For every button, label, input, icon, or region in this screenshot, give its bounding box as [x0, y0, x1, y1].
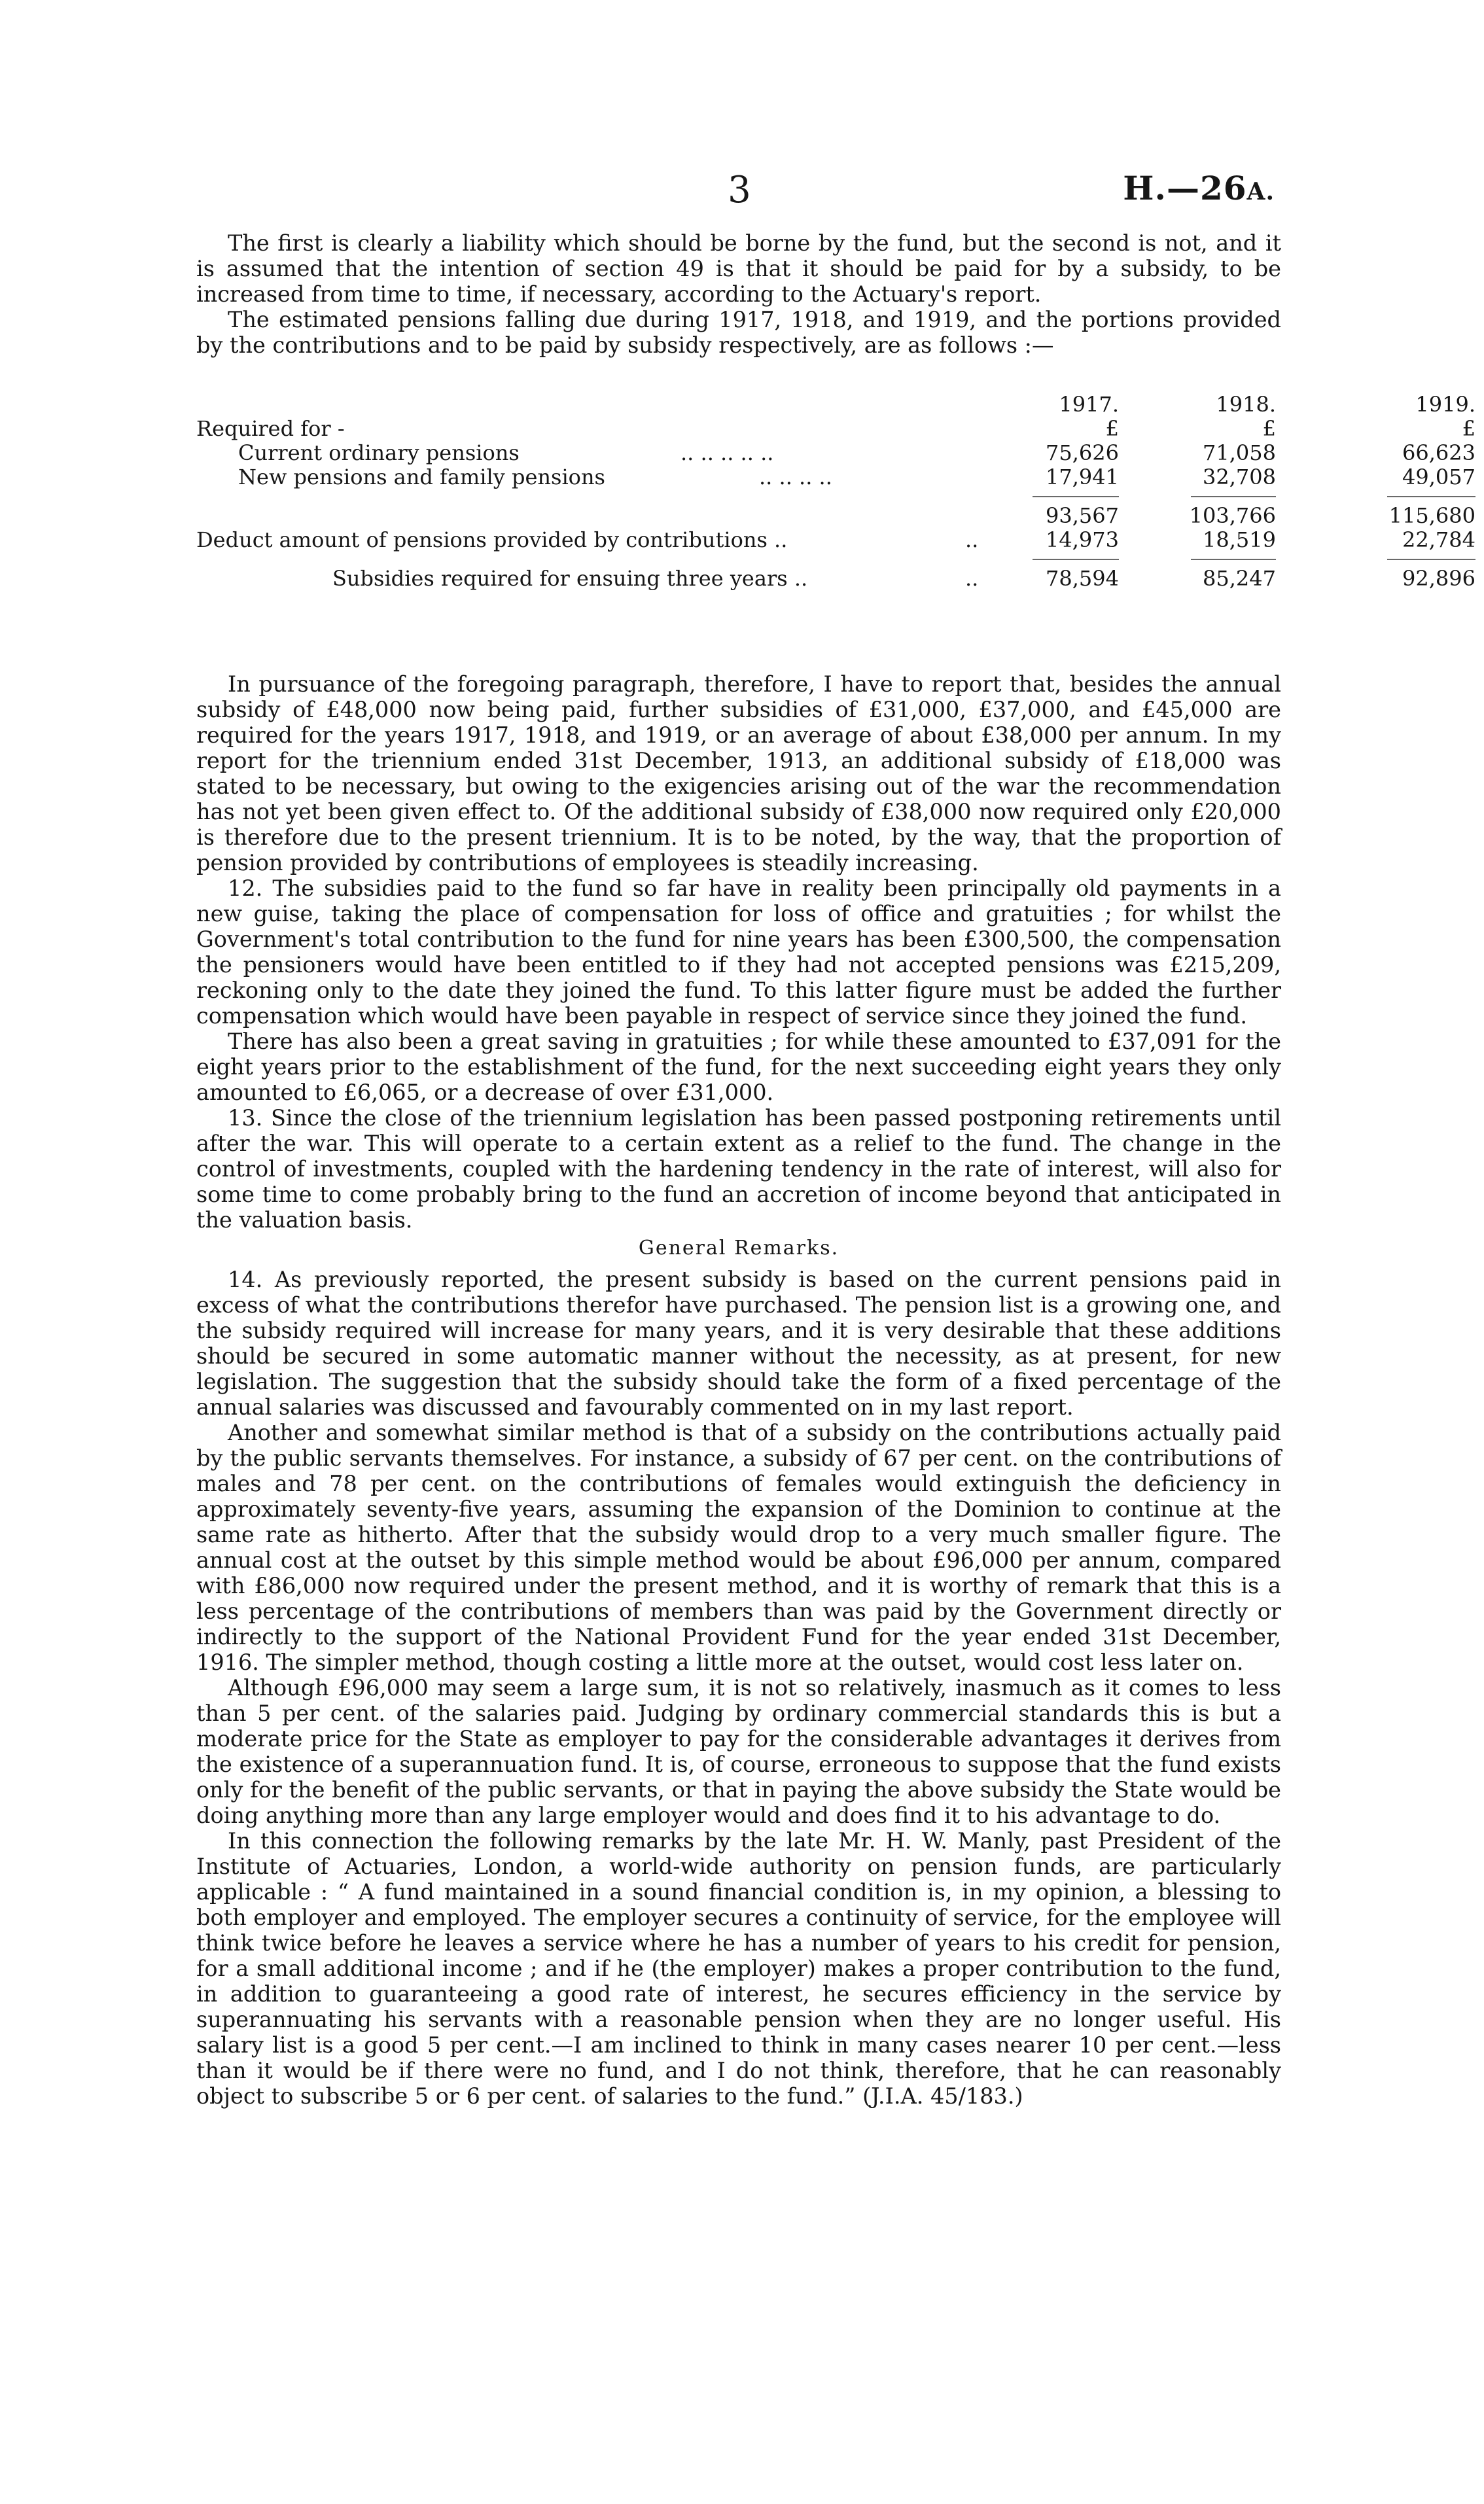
table-rule [196, 552, 1281, 567]
total-value: 93,567 [1046, 503, 1119, 528]
section-heading: General Remarks. [638, 1237, 839, 1260]
cell-value: 71,058 [1203, 440, 1276, 465]
paragraph: The estimated pensions falling due during 1917, 1918, and 1919, and the portions provided by the contributions and to be paid by subsidy respectively, are as follows :— [196, 307, 1281, 358]
year-1918: 1918. [1216, 392, 1276, 417]
table-rule [196, 489, 1281, 504]
leader-dots: .. [965, 566, 979, 591]
paragraph: Although £96,000 may seem a large sum, it is not so relatively, inasmuch as it comes to less than 5 per cent. of the salaries paid. Judging by ordinary commercial standards this is but a moderate price for the State as employer to pay for the considerable advantages it derives from the existence of a superannuation fund. It is, of course, erroneous to suppose that the fund exists only for the benefit of the public servants, or that in paying the above subsidy the State would be doing anything more than any large employer would and does find it to his advantage to do. [196, 1675, 1281, 1828]
cell-value: 85,247 [1203, 566, 1276, 591]
row-label: Current ordinary pensions [238, 440, 520, 465]
paragraph: Another and somewhat similar method is that of a subsidy on the contributions actually paid by the public servants themselves. For instance, a subsidy of 67 per cent. on the contributions of males and 78 per cent. on the contributions of females would extinguish the deficiency in approximately seventy-five years, assuming the expansion of the Dominion to continue at the same rate as hitherto. After that the subsidy would drop to a very much smaller figure. The annual cost at the outset by this simple method would be about £96,000 per annum, compared with £86,000 now required under the present method, and it is worthy of remark that this is a less percentage of the contributions of members than was paid by the Government directly or indirectly to the support of the National Provident Fund for the year ended 31st December, 1916. The simpler method, though costing a little more at the outset, would cost less later on. [196, 1420, 1281, 1675]
rule-line [1033, 559, 1119, 560]
cell-value: 32,708 [1203, 465, 1276, 489]
table-currency-row [196, 416, 1475, 441]
leader-dots: .. .. .. .. [759, 465, 832, 489]
page-number: 3 [728, 169, 751, 211]
rule-line [1033, 496, 1119, 497]
paragraph: There has also been a great saving in gratuities ; for while these amounted to £37,091 for the eight years prior to the establishment of the fund, for the next succeeding eight years they only amounted to £6,065, or a decrease of over £31,000. [196, 1029, 1281, 1105]
total-value: 103,766 [1189, 503, 1276, 528]
year-1917: 1917. [1059, 392, 1119, 417]
cell-value: 49,057 [1402, 465, 1475, 489]
paragraph: In this connection the following remarks by the late Mr. H. W. Manly, past President of the Institute of Actuaries, London, a world-wide authority on pension funds, are particularly applicable : “ A fund maintained in a sound financial condition is, in my opinion, a blessing to both employer and employed. The employer secures a continuity of service, for the employee will think twice before he leaves a service where he has a number of years to his credit for pension, for a small additional income ; and if he (the employer) makes a proper contribution to the fund, in addition to guaranteeing a good rate of interest, he secures efficiency in the service by superannuating his servants with a reasonable pension when they are no longer useful. His salary list is a good 5 per cent.—I am inclined to think in many cases nearer 10 per cent.—less than it would be if there were no fund, and I do not think, therefore, that he can reasonably object to subscribe 5 or 6 per cent. of salaries to the fund.” (J.I.A. 45/183.) [196, 1828, 1281, 2109]
total-value: 115,680 [1388, 503, 1475, 528]
row-label: New pensions and family pensions [238, 465, 605, 489]
reference-main: H.—26 [1123, 169, 1247, 207]
required-for-label: Required for - [196, 416, 345, 441]
table-totals-row [196, 503, 1475, 528]
paragraph: The first is clearly a liability which should be borne by the fund, but the second is not, and it is assumed that the intention of section 49 is that it should be paid for by a subsidy, to be increased from time to time, if necessary, according to the Actuary's report. [196, 230, 1281, 307]
intro-text [196, 230, 1281, 358]
pensions-table [196, 392, 1475, 591]
year-1919: 1919. [1415, 392, 1475, 417]
currency-symbol: £ [1262, 416, 1276, 441]
table-row [196, 465, 1475, 489]
table-row [196, 440, 1475, 465]
cell-value: 22,784 [1402, 527, 1475, 552]
document-reference [1123, 169, 1275, 207]
report-paragraphs [196, 671, 1281, 1233]
rule-line [1191, 559, 1276, 560]
general-remarks-paragraphs [196, 1267, 1281, 2109]
cell-value: 18,519 [1203, 527, 1276, 552]
cell-value: 75,626 [1046, 440, 1119, 465]
paragraph: In pursuance of the foregoing paragraph, therefore, I have to report that, besides the annual subsidy of £48,000 now being paid, further subsidies of £31,000, £37,000, and £45,000 are required for the years 1917, 1918, and 1919, or an average of about £38,000 per annum. In my report for the triennium ended 31st December, 1913, an additional subsidy of £18,000 was stated to be necessary, but owing to the exigencies arising out of the war the recommendation has not yet been given effect to. Of the additional subsidy of £38,000 now required only £20,000 is therefore due to the present triennium. It is to be noted, by the way, that the proportion of pension provided by contributions of employees is steadily increasing. [196, 671, 1281, 875]
leader-dots: .. .. .. .. .. [680, 440, 774, 465]
paragraph: 12. The subsidies paid to the fund so far have in reality been principally old payments in a new guise, taking the place of compensation for loss of office and gratuities ; for whilst the Government's total contribution to the fund for nine years has been £300,500, the compensation the pensioners would have been entitled to if they had not accepted pensions was £215,209, reckoning only to the date they joined the fund. To this latter figure must be added the further compensation which would have been payable in respect of service since they joined the fund. [196, 875, 1281, 1029]
cell-value: 78,594 [1046, 566, 1119, 591]
row-label: Subsidies required for ensuing three years .. [332, 566, 808, 591]
cell-value: 17,941 [1046, 465, 1119, 489]
rule-line [1387, 559, 1475, 560]
reference-suffix: A. [1246, 178, 1275, 205]
cell-value: 14,973 [1046, 527, 1119, 552]
paragraph: 14. As previously reported, the present subsidy is based on the current pensions paid in excess of what the contributions therefor have purchased. The pension list is a growing one, and the subsidy required will increase for many years, and it is very desirable that these additions should be secured in some automatic manner without the necessity, as at present, for new legislation. The suggestion that the subsidy should take the form of a fixed percentage of the annual salaries was discussed and favourably commented on in my last report. [196, 1267, 1281, 1420]
leader-dots: .. [965, 527, 979, 552]
cell-value: 66,623 [1402, 440, 1475, 465]
row-label: Deduct amount of pensions provided by contributions .. [196, 527, 788, 552]
cell-value: 92,896 [1402, 566, 1475, 591]
paragraph: 13. Since the close of the triennium legislation has been passed postponing retirements until after the war. This will operate to a certain extent as a relief to the fund. The change in the control of investments, coupled with the hardening tendency in the rate of interest, will also for some time to come probably bring to the fund an accretion of income beyond that anticipated in the valuation basis. [196, 1105, 1281, 1233]
currency-symbol: £ [1105, 416, 1119, 441]
table-subsidies-row [196, 566, 1475, 591]
rule-line [1191, 496, 1276, 497]
table-year-header [196, 392, 1475, 417]
table-deduct-row [196, 527, 1475, 552]
currency-symbol: £ [1462, 416, 1475, 441]
rule-line [1387, 496, 1475, 497]
